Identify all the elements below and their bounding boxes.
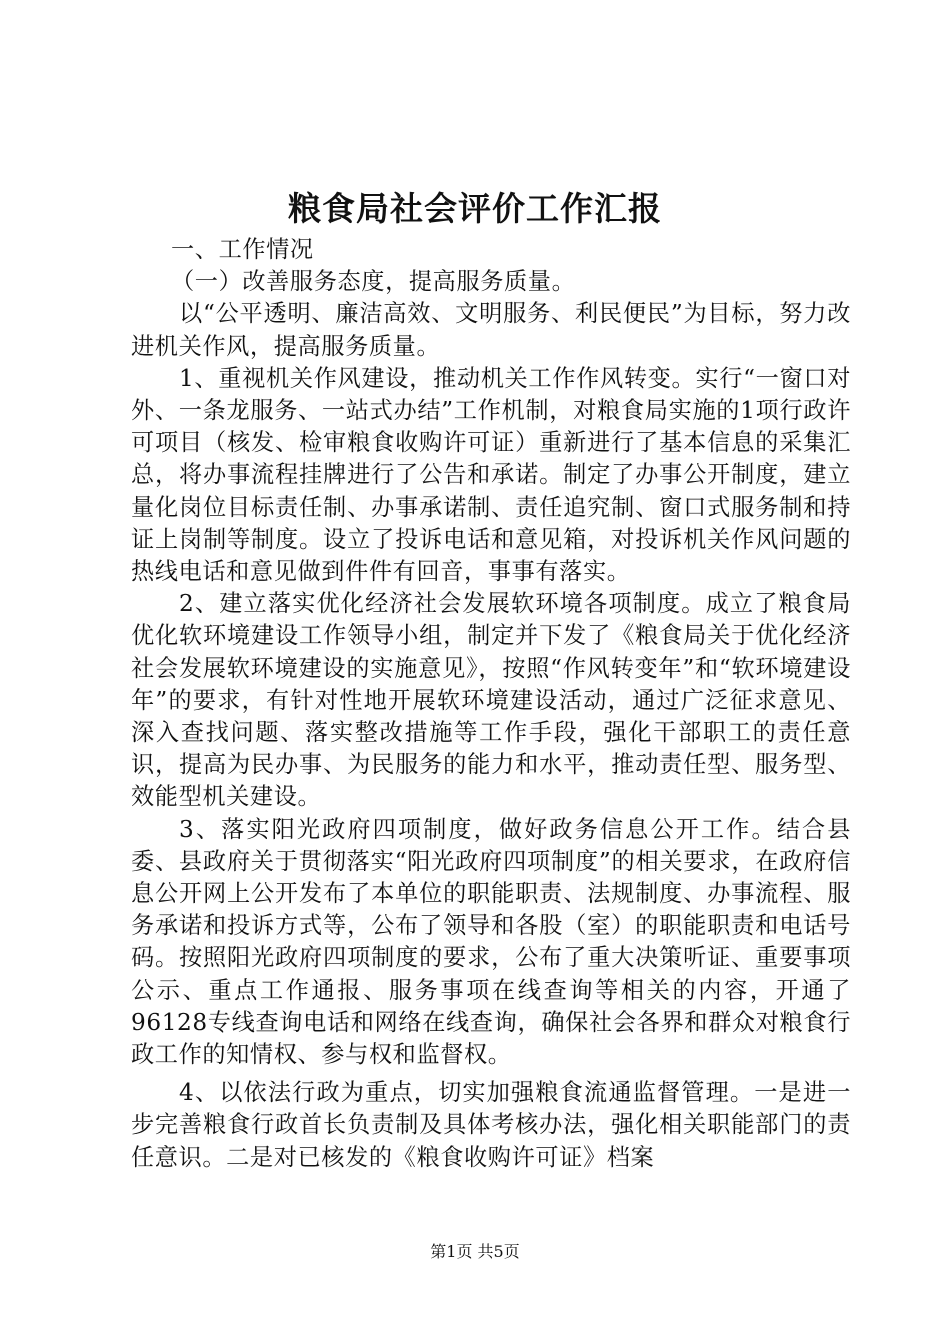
paragraph-item-1: 1、重视机关作风建设，推动机关工作作风转变。实行“一窗口对外、一条龙服务、一站式办结”工作机制，对粮食局实施的1项行政许可项目（核发、检审粮食收购许可证）重新进行了基本信息的采集汇总，将办事流程挂牌进行了公告和承诺。制定了办事公开制度，建立量化岗位目标责任制、办事承诺制、责任追究制、窗口式服务制和持证上岗制等制度。设立了投诉电话和意见箱，对投诉机关作风问题的热线电话和意见做到件件有回音，事事有落实。 — [131, 364, 851, 586]
paragraph-item-4: 4、以依法行政为重点，切实加强粮食流通监督管理。一是进一步完善粮食行政首长负责制及具体考核办法，强化相关职能部门的责任意识。二是对已核发的《粮食收购许可证》档案 — [131, 1079, 851, 1171]
subsection-heading: （一）改善服务态度，提高服务质量。 — [171, 268, 576, 296]
page-number: 第1页 共5页 — [430, 1242, 520, 1261]
section-heading: 一、工作情况 — [171, 236, 314, 263]
document-title: 粮食局社会评价工作汇报 — [288, 189, 662, 228]
paragraph-item-2: 2、建立落实优化经济社会发展软环境各项制度。成立了粮食局优化软环境建设工作领导小组，制定并下发了《粮食局关于优化经济社会发展软环境建设的实施意见》，按照“作风转变年”和“软环境建设年”的要求，有针对性地开展软环境建设活动，通过广泛征求意见、深入查找问题、落实整改措施等工作手段，强化干部职工的责任意识，提高为民办事、为民服务的能力和水平，推动责任型、服务型、效能型机关建设。 — [131, 590, 851, 811]
paragraph-intro: 以“公平透明、廉洁高效、文明服务、利民便民”为目标，努力改进机关作风，提高服务质量。 — [131, 300, 851, 360]
document-body — [131, 234, 851, 1174]
paragraph-item-3: 3、落实阳光政府四项制度，做好政务信息公开工作。结合县委、县政府关于贯彻落实“阳光政府四项制度”的相关要求，在政府信息公开网上公开发布了本单位的职能职责、法规制度、办事流程、服务承诺和投诉方式等，公布了领导和各股（室）的职能职责和电话号码。按照阳光政府四项制度的要求，公布了重大决策听证、重要事项公示、重点工作通报、服务事项在线查询等相关的内容，开通了96128专线查询电话和网络在线查询，确保社会各界和群众对粮食行政工作的知情权、参与权和监督权。 — [131, 815, 851, 1069]
